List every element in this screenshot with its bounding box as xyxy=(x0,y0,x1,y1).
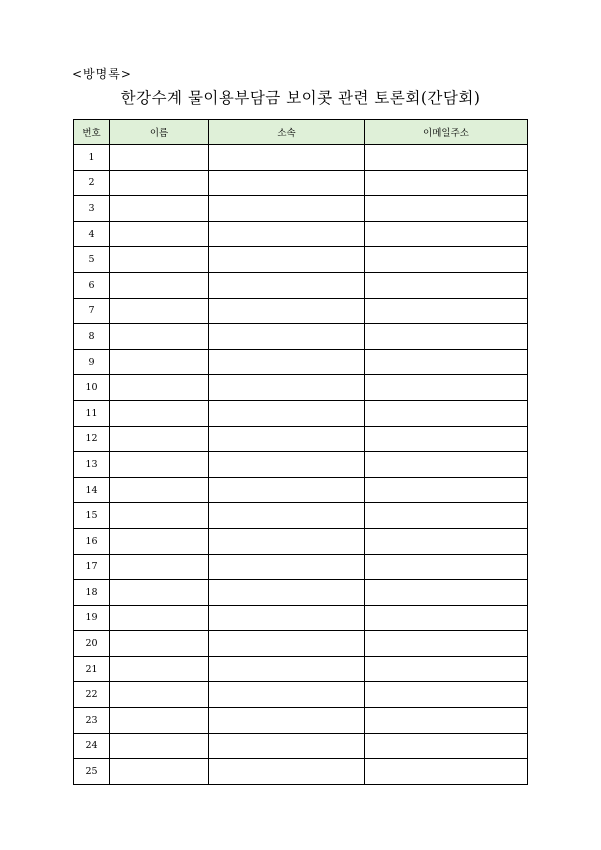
affiliation-cell[interactable] xyxy=(209,298,365,324)
name-cell[interactable] xyxy=(110,708,209,734)
table-row xyxy=(74,170,528,196)
name-cell[interactable] xyxy=(110,631,209,657)
email-cell[interactable] xyxy=(365,708,528,734)
affiliation-cell[interactable] xyxy=(209,682,365,708)
name-cell[interactable] xyxy=(110,349,209,375)
table-row xyxy=(74,528,528,554)
affiliation-cell[interactable] xyxy=(209,145,365,171)
affiliation-cell[interactable] xyxy=(209,221,365,247)
affiliation-cell[interactable] xyxy=(209,375,365,401)
name-cell[interactable] xyxy=(110,554,209,580)
row-number: 25 xyxy=(74,759,110,785)
affiliation-cell[interactable] xyxy=(209,247,365,273)
name-cell[interactable] xyxy=(110,298,209,324)
email-cell[interactable] xyxy=(365,759,528,785)
email-cell[interactable] xyxy=(365,324,528,350)
email-cell[interactable] xyxy=(365,631,528,657)
email-cell[interactable] xyxy=(365,503,528,529)
row-number: 3 xyxy=(74,196,110,222)
row-number: 22 xyxy=(74,682,110,708)
name-cell[interactable] xyxy=(110,170,209,196)
email-cell[interactable] xyxy=(365,554,528,580)
row-number: 4 xyxy=(74,221,110,247)
table-row xyxy=(74,477,528,503)
affiliation-cell[interactable] xyxy=(209,349,365,375)
row-number: 24 xyxy=(74,733,110,759)
email-cell[interactable] xyxy=(365,400,528,426)
table-row xyxy=(74,554,528,580)
email-cell[interactable] xyxy=(365,452,528,478)
name-cell[interactable] xyxy=(110,656,209,682)
affiliation-cell[interactable] xyxy=(209,426,365,452)
email-cell[interactable] xyxy=(365,247,528,273)
table-row xyxy=(74,708,528,734)
affiliation-cell[interactable] xyxy=(209,400,365,426)
row-number: 18 xyxy=(74,580,110,606)
table-row xyxy=(74,503,528,529)
table-row xyxy=(74,656,528,682)
affiliation-cell[interactable] xyxy=(209,708,365,734)
table-header-row xyxy=(74,120,528,145)
table-row xyxy=(74,349,528,375)
name-cell[interactable] xyxy=(110,221,209,247)
row-number: 13 xyxy=(74,452,110,478)
row-number: 14 xyxy=(74,477,110,503)
page-title: 한강수계 물이용부담금 보이콧 관련 토론회(간담회) xyxy=(120,89,481,107)
name-cell[interactable] xyxy=(110,682,209,708)
row-number: 19 xyxy=(74,605,110,631)
table-row xyxy=(74,400,528,426)
table-row xyxy=(74,580,528,606)
table-row xyxy=(74,605,528,631)
table-row xyxy=(74,298,528,324)
row-number: 17 xyxy=(74,554,110,580)
header-email: 이메일주소 xyxy=(365,120,528,145)
table-row xyxy=(74,426,528,452)
table-row xyxy=(74,375,528,401)
row-number: 6 xyxy=(74,272,110,298)
affiliation-cell[interactable] xyxy=(209,656,365,682)
table-row xyxy=(74,733,528,759)
table-row xyxy=(74,221,528,247)
table-row xyxy=(74,145,528,171)
table-row xyxy=(74,759,528,785)
affiliation-cell[interactable] xyxy=(209,605,365,631)
affiliation-cell[interactable] xyxy=(209,196,365,222)
affiliation-cell[interactable] xyxy=(209,272,365,298)
affiliation-cell[interactable] xyxy=(209,759,365,785)
email-cell[interactable] xyxy=(365,145,528,171)
name-cell[interactable] xyxy=(110,426,209,452)
affiliation-cell[interactable] xyxy=(209,452,365,478)
name-cell[interactable] xyxy=(110,400,209,426)
row-number: 8 xyxy=(74,324,110,350)
row-number: 5 xyxy=(74,247,110,273)
name-cell[interactable] xyxy=(110,452,209,478)
row-number: 2 xyxy=(74,170,110,196)
name-cell[interactable] xyxy=(110,145,209,171)
row-number: 9 xyxy=(74,349,110,375)
table-row xyxy=(74,247,528,273)
name-cell[interactable] xyxy=(110,324,209,350)
email-cell[interactable] xyxy=(365,298,528,324)
guestbook-label: <방명록> xyxy=(72,67,132,81)
row-number: 20 xyxy=(74,631,110,657)
guestbook-table xyxy=(73,119,528,785)
row-number: 7 xyxy=(74,298,110,324)
header-affiliation: 소속 xyxy=(209,120,365,145)
row-number: 10 xyxy=(74,375,110,401)
affiliation-cell[interactable] xyxy=(209,631,365,657)
affiliation-cell[interactable] xyxy=(209,503,365,529)
affiliation-cell[interactable] xyxy=(209,170,365,196)
name-cell[interactable] xyxy=(110,375,209,401)
name-cell[interactable] xyxy=(110,605,209,631)
email-cell[interactable] xyxy=(365,477,528,503)
name-cell[interactable] xyxy=(110,272,209,298)
email-cell[interactable] xyxy=(365,221,528,247)
row-number: 15 xyxy=(74,503,110,529)
affiliation-cell[interactable] xyxy=(209,528,365,554)
name-cell[interactable] xyxy=(110,247,209,273)
name-cell[interactable] xyxy=(110,580,209,606)
name-cell[interactable] xyxy=(110,503,209,529)
affiliation-cell[interactable] xyxy=(209,477,365,503)
name-cell[interactable] xyxy=(110,196,209,222)
row-number: 16 xyxy=(74,528,110,554)
table-row xyxy=(74,452,528,478)
affiliation-cell[interactable] xyxy=(209,733,365,759)
email-cell[interactable] xyxy=(365,733,528,759)
row-number: 11 xyxy=(74,400,110,426)
affiliation-cell[interactable] xyxy=(209,554,365,580)
header-name: 이름 xyxy=(110,120,209,145)
email-cell[interactable] xyxy=(365,682,528,708)
email-cell[interactable] xyxy=(365,528,528,554)
table-row xyxy=(74,631,528,657)
table-row xyxy=(74,324,528,350)
header-number: 번호 xyxy=(74,120,110,145)
email-cell[interactable] xyxy=(365,272,528,298)
name-cell[interactable] xyxy=(110,528,209,554)
affiliation-cell[interactable] xyxy=(209,580,365,606)
email-cell[interactable] xyxy=(365,656,528,682)
name-cell[interactable] xyxy=(110,733,209,759)
email-cell[interactable] xyxy=(365,170,528,196)
row-number: 12 xyxy=(74,426,110,452)
email-cell[interactable] xyxy=(365,196,528,222)
table-row xyxy=(74,682,528,708)
table-row xyxy=(74,196,528,222)
row-number: 23 xyxy=(74,708,110,734)
name-cell[interactable] xyxy=(110,759,209,785)
email-cell[interactable] xyxy=(365,580,528,606)
affiliation-cell[interactable] xyxy=(209,324,365,350)
email-cell[interactable] xyxy=(365,605,528,631)
email-cell[interactable] xyxy=(365,375,528,401)
table-row xyxy=(74,272,528,298)
email-cell[interactable] xyxy=(365,426,528,452)
email-cell[interactable] xyxy=(365,349,528,375)
row-number: 1 xyxy=(74,145,110,171)
name-cell[interactable] xyxy=(110,477,209,503)
row-number: 21 xyxy=(74,656,110,682)
